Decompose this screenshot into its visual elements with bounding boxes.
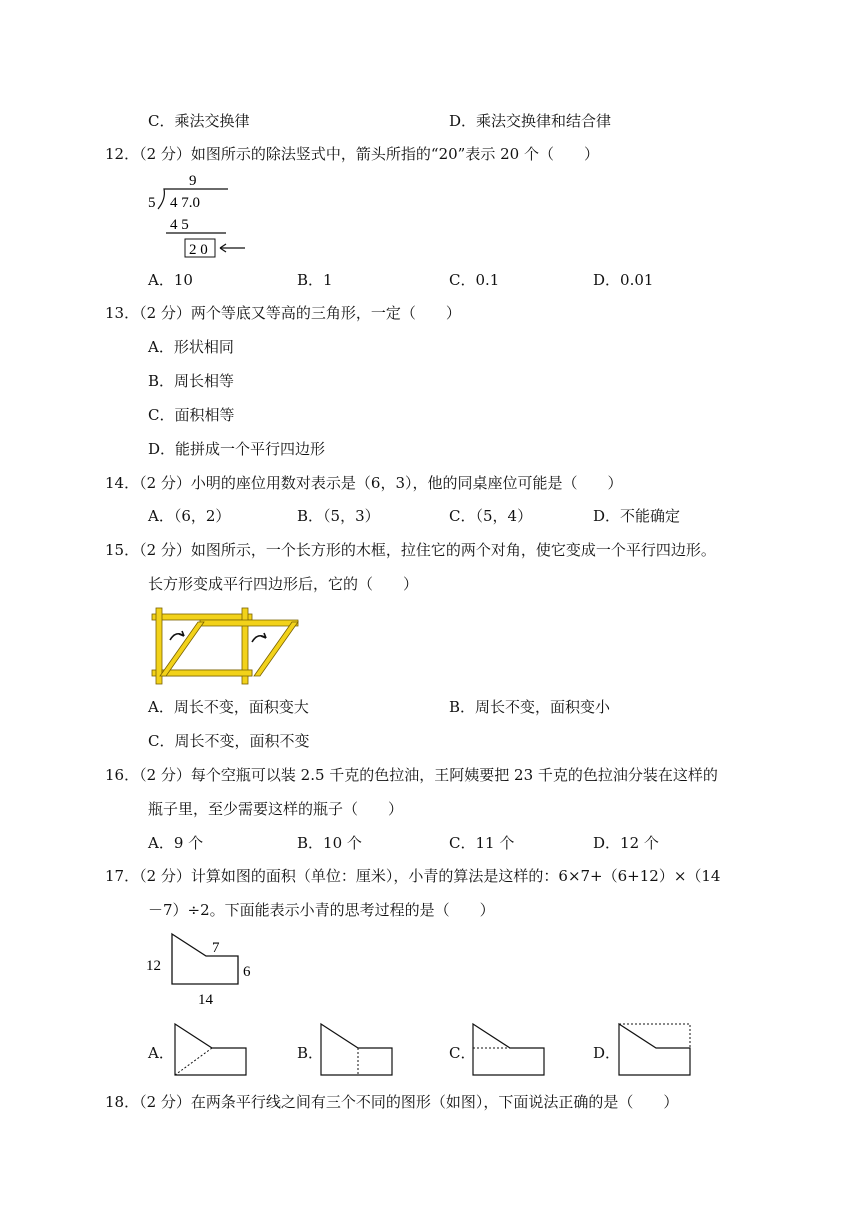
q15-option-a: A．周长不变，面积变大 — [148, 698, 309, 716]
q14-stem: 14．（2 分）小明的座位用数对表示是（6，3），他的同桌座位可能是（ ） — [105, 474, 623, 492]
q17-option-b-figure — [318, 1022, 396, 1078]
q17-option-d-figure — [616, 1022, 694, 1078]
q16-option-c: C．11 个 — [449, 834, 515, 852]
q12-divisor: 5 — [148, 195, 156, 211]
q16-option-d: D．12 个 — [593, 834, 659, 852]
q13-option-d: D．能拼成一个平行四边形 — [148, 440, 326, 458]
q14-option-b: B．（5，3） — [297, 507, 380, 525]
q17-label-left: 12 — [146, 958, 161, 974]
q16-stem-line2: 瓶子里，至少需要这样的瓶子（ ） — [148, 800, 404, 818]
q15-stem-line1: 15．（2 分）如图所示，一个长方形的木框，拉住它的两个对角，使它变成一个平行四边形。 — [105, 541, 716, 559]
q17-option-a: A． — [148, 1044, 174, 1062]
q17-option-d: D． — [593, 1044, 621, 1062]
q15-option-c: C．周长不变，面积不变 — [148, 732, 310, 750]
q13-option-b: B．周长相等 — [148, 372, 235, 390]
q16-option-a: A．9 个 — [148, 834, 204, 852]
q17-label-top: 7 — [212, 940, 220, 956]
q18-stem: 18．（2 分）在两条平行线之间有三个不同的图形（如图），下面说法正确的是（ ） — [105, 1093, 679, 1111]
q15-stem-line2: 长方形变成平行四边形后，它的（ ） — [148, 575, 419, 593]
q17-option-c-figure — [470, 1022, 548, 1078]
q15-option-b: B．周长不变，面积变小 — [449, 698, 611, 716]
q17-composite-shape — [172, 934, 238, 984]
q16-stem-line1: 16．（2 分）每个空瓶可以装 2.5 千克的色拉油，王阿姨要把 23 千克的色拉油分装在这样的 — [105, 766, 718, 784]
q13-option-c: C．面积相等 — [148, 406, 235, 424]
q12-product: 4 5 — [170, 217, 189, 233]
q17-stem-line1: 17．（2 分）计算如图的面积（单位：厘米），小青的算法是这样的：6×7+（6+12）×（14 — [105, 867, 721, 885]
q12-stem: 12．（2 分）如图所示的除法竖式中，箭头所指的“20”表示 20 个（ ） — [105, 145, 599, 163]
q16-option-b: B．10 个 — [297, 834, 362, 852]
q17-label-bottom: 14 — [198, 992, 213, 1008]
q12-division-figure — [144, 169, 248, 261]
q12-option-c: C．0.1 — [449, 271, 500, 289]
q12-dividend: 4 7.0 — [170, 195, 200, 211]
q14-option-a: A．（6，2） — [148, 507, 231, 525]
q17-option-a-figure — [172, 1022, 250, 1078]
q17-shape-figure — [146, 932, 256, 1010]
q17-label-right: 6 — [243, 964, 251, 980]
q12-option-a: A．10 — [148, 271, 193, 289]
q15-wooden-frame-figure — [148, 604, 300, 686]
q14-option-c: C．（5，4） — [449, 507, 533, 525]
q12-option-b: B．1 — [297, 271, 333, 289]
q12-option-d: D．0.01 — [593, 271, 654, 289]
q14-option-d: D．不能确定 — [593, 507, 681, 525]
q13-option-a: A．形状相同 — [148, 338, 234, 356]
q17-option-c: C． — [449, 1044, 476, 1062]
q12-remainder: 2 0 — [189, 242, 208, 258]
q13-stem: 13．（2 分）两个等底又等高的三角形，一定（ ） — [105, 304, 461, 322]
q12-quotient: 9 — [189, 173, 197, 189]
q11-option-c: C．乘法交换律 — [148, 112, 250, 130]
q11-option-d: D．乘法交换律和结合律 — [449, 112, 612, 130]
q17-option-b: B． — [297, 1044, 324, 1062]
q17-stem-line2: －7）÷2。下面能表示小青的思考过程的是（ ） — [148, 901, 495, 919]
